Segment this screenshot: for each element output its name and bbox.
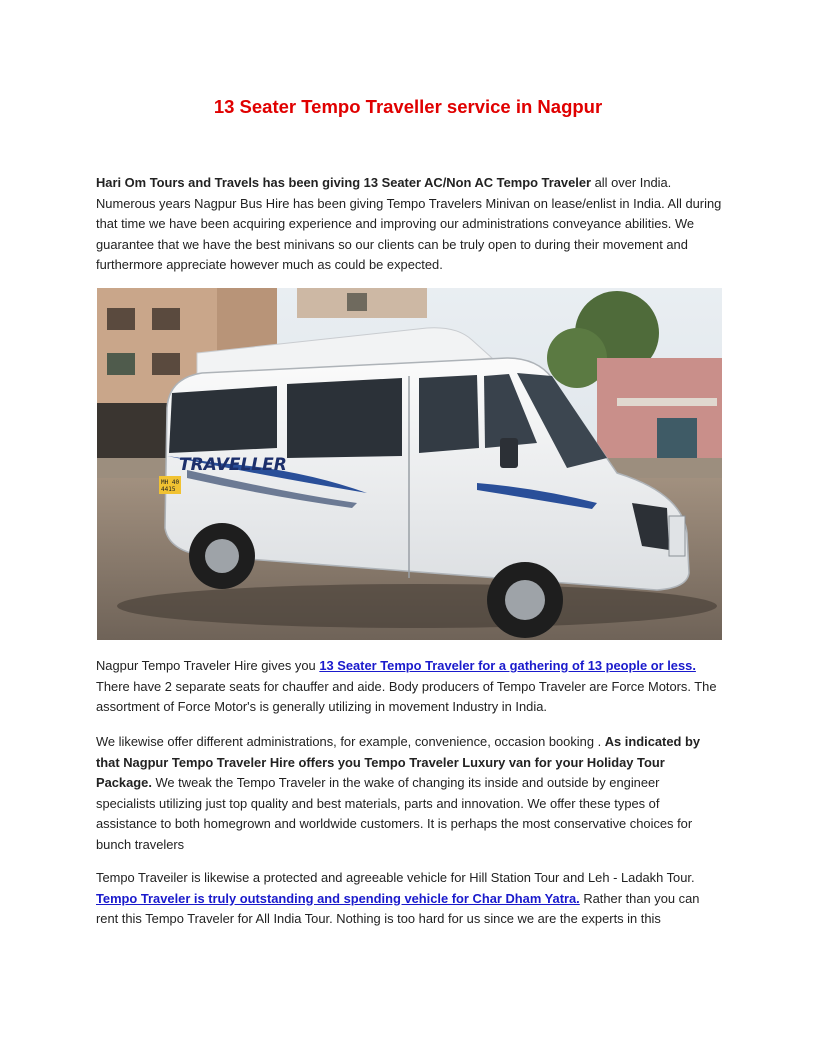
paragraph-tours-text-after: Rather than you can rent this Tempo Traveler for All India Tour. Nothing is too hard for us since we are the experts in this (96, 890, 700, 927)
paragraph-services (96, 732, 722, 856)
intro-text: all over India. Numerous years Nagpur Bus Hire has been giving Tempo Travelers Minivan on lease/enlist in India. All during that time we have been acquiring experience and improving our administrations conveyance abilities. We guarantee that we have the best minivans so our clients can be truly open to during their movement and furthermore appreciate however much as could be expected. (96, 175, 722, 273)
van-mirror (500, 438, 518, 468)
page-title: 13 Seater Tempo Traveller service in Nagpur (213, 96, 603, 117)
paragraph-services-text-after: We tweak the Tempo Traveler in the wake of changing its inside and outside by engineer specialists utilizing just top quality and best materials, parts and innovation. We offer these types of assistance to both homegrown and worldwide customers. It is perhaps the most conservative choices for bunch travelers (96, 775, 693, 852)
link-char-dham[interactable]: Tempo Traveler is truly outstanding and spending vehicle for Char Dham Yatra. (96, 890, 580, 906)
link-13-seater[interactable]: 13 Seater Tempo Traveler for a gathering of 13 people or less. (319, 658, 696, 673)
van-plate-text: MH 40 4415 (161, 479, 180, 493)
paragraph-seats-text-after: There have 2 separate seats for chauffer and aide. Body producers of Tempo Traveler are Force Motors. The assortment of Force Motor's is generally utilizing in movement Industry in India. (96, 678, 717, 715)
paragraph-seats (96, 656, 722, 718)
paragraph-tours (96, 868, 722, 930)
tempo-traveller-photo (97, 288, 722, 640)
van-window (169, 386, 277, 453)
paragraph-services-text: We likewise offer different administrations, for example, convenience, occasion booking . (96, 734, 605, 749)
paragraph-seats-text: Nagpur Tempo Traveler Hire gives you (96, 658, 320, 673)
paragraph-services-bold: As indicated by that Nagpur Tempo Traveler Hire offers you Tempo Traveler Luxury van for your Holiday Tour Package. (96, 734, 701, 791)
van-brand-text: TRAVELLER (179, 455, 287, 475)
intro-paragraph (96, 173, 722, 276)
paragraph-tours-text: Tempo Traveiler is likewise a protected and agreeable vehicle for Hill Station Tour and Leh - Ladakh Tour. (96, 870, 695, 885)
intro-bold-lead: Hari Om Tours and Travels has been giving 13 Seater AC/Non AC Tempo Traveler (96, 175, 592, 190)
